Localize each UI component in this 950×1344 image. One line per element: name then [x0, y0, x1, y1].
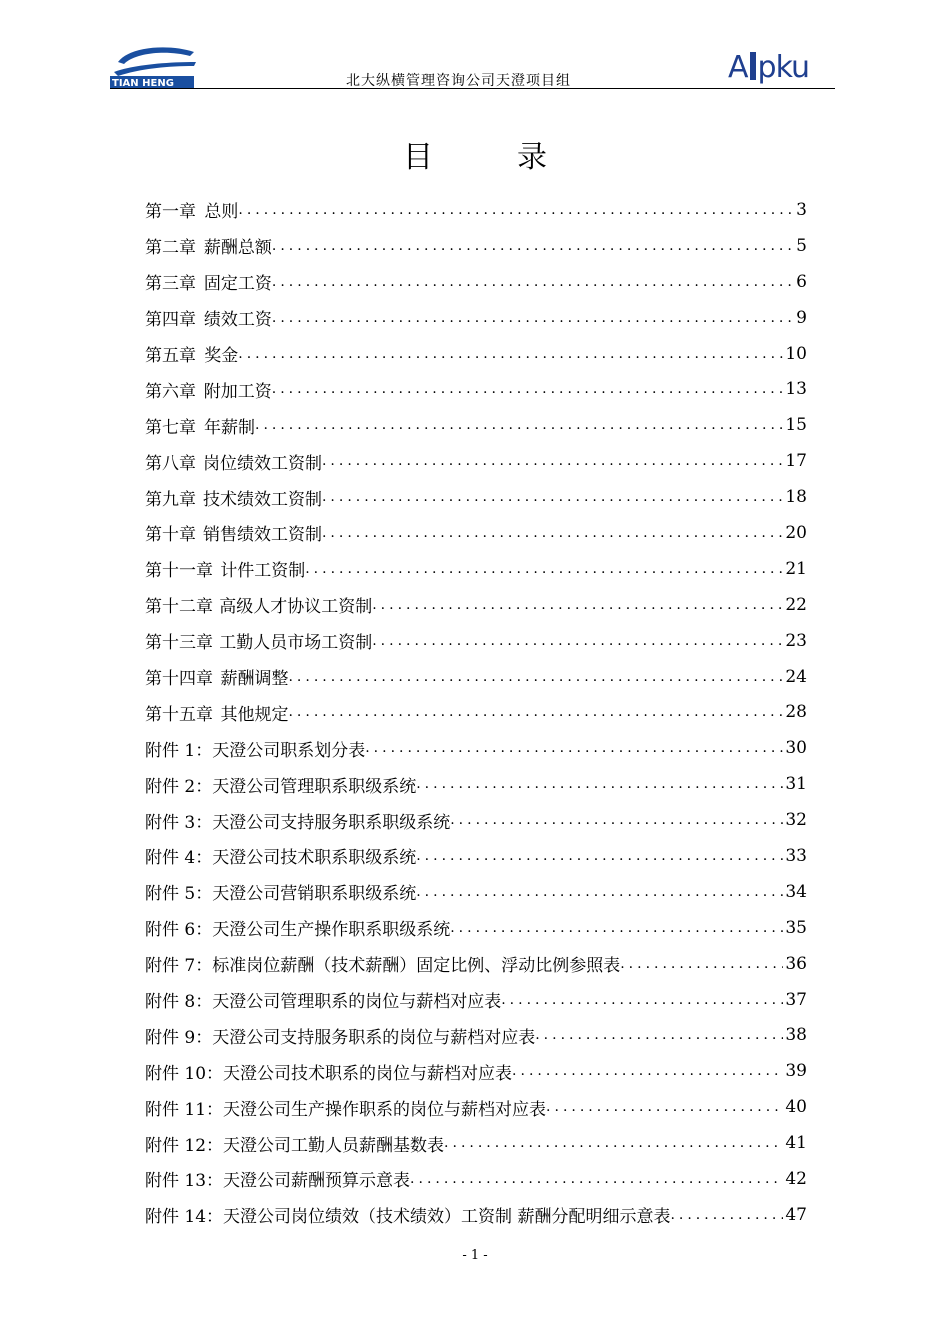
tianheng-logo	[110, 42, 200, 88]
toc-entry-page: 37	[785, 989, 807, 1010]
toc-entry[interactable]	[145, 228, 807, 264]
toc-dot-leader	[272, 274, 794, 290]
toc-dot-leader	[288, 669, 783, 685]
toc-entry[interactable]	[145, 946, 807, 982]
toc-entry-number: 附件 3：	[145, 812, 213, 833]
toc-entry[interactable]	[145, 838, 807, 874]
toc-entry-number: 附件 11：	[145, 1099, 224, 1120]
toc-entry-page: 6	[796, 271, 807, 292]
toc-dot-leader	[322, 453, 783, 469]
toc-dot-leader	[416, 776, 783, 792]
toc-entry-page: 40	[785, 1097, 807, 1118]
toc-entry[interactable]	[145, 192, 807, 228]
toc-entry-page: 33	[785, 845, 807, 866]
toc-entry-page: 10	[785, 343, 807, 364]
toc-entry-number: 第十五章	[145, 704, 213, 725]
alpku-logo: A pku	[728, 50, 810, 85]
toc-entry-number: 第十一章	[145, 561, 213, 582]
toc-entry-label: 计件工资制	[220, 561, 306, 582]
header-title: 北大纵横管理咨询公司天澄项目组	[346, 73, 571, 89]
toc-dot-leader	[416, 884, 783, 900]
toc-entry-number: 第四章	[145, 310, 196, 331]
toc-entry-label: 天澄公司岗位绩效（技术绩效）工资制 薪酬分配明细示意表	[223, 1207, 671, 1228]
toc-entry-number: 附件 5：	[145, 884, 213, 905]
toc-entry-number: 第九章	[145, 489, 196, 510]
toc-entry-page: 47	[785, 1204, 807, 1225]
toc-entry-label: 总则	[204, 202, 239, 223]
toc-entry[interactable]	[145, 694, 807, 730]
toc-entry[interactable]	[145, 1125, 807, 1161]
toc-entry-label: 附加工资	[203, 381, 272, 402]
toc-entry-number: 第二章	[145, 238, 196, 259]
toc-entry[interactable]	[145, 874, 807, 910]
toc-entry-label: 标准岗位薪酬（技术薪酬）固定比例、浮动比例参照表	[212, 956, 621, 977]
toc-entry-label: 技术绩效工资制	[202, 489, 322, 510]
toc-dot-leader	[444, 1135, 783, 1151]
toc-entry[interactable]	[145, 1089, 807, 1125]
toc-entry-page: 18	[785, 487, 807, 508]
toc-entry[interactable]	[145, 551, 807, 587]
toc-dot-leader	[322, 525, 783, 541]
toc-entry[interactable]	[145, 443, 807, 479]
toc-dot-leader	[501, 992, 783, 1008]
toc-entry-label: 天澄公司薪酬预算示意表	[223, 1171, 411, 1192]
toc-dot-leader	[288, 704, 783, 720]
toc-entry-label: 天澄公司管理职系职级系统	[212, 776, 417, 797]
toc-entry-number: 第八章	[145, 453, 196, 474]
toc-entry[interactable]	[145, 730, 807, 766]
toc-entry-page: 38	[785, 1025, 807, 1046]
toc-entry[interactable]	[145, 659, 807, 695]
toc-entry[interactable]	[145, 982, 807, 1018]
toc-entry-page: 23	[785, 630, 807, 651]
toc-entry-label: 天澄公司职系划分表	[212, 740, 366, 761]
toc-dot-leader	[512, 1063, 783, 1079]
toc-entry[interactable]	[145, 1053, 807, 1089]
toc-entry-page: 42	[785, 1168, 807, 1189]
toc-entry[interactable]	[145, 371, 807, 407]
toc-entry-page: 28	[785, 702, 807, 723]
toc-entry-page: 32	[785, 810, 807, 831]
toc-entry-label: 销售绩效工资制	[202, 525, 322, 546]
toc-dot-leader	[255, 417, 783, 433]
toc-entry-page: 9	[796, 307, 807, 328]
toc-dot-leader	[238, 346, 783, 362]
toc-entry-number: 第三章	[145, 274, 196, 295]
toc-entry-label: 天澄公司支持服务职系职级系统	[212, 812, 451, 833]
toc-entry-number: 附件 14：	[145, 1207, 224, 1228]
toc-entry-number: 第十四章	[145, 669, 213, 690]
toc-entry[interactable]	[145, 1017, 807, 1053]
toc-dot-leader	[272, 381, 784, 397]
toc-entry[interactable]	[145, 587, 807, 623]
toc-entry-page: 30	[785, 738, 807, 759]
toc-entry[interactable]	[145, 479, 807, 515]
toc-entry-number: 附件 13：	[145, 1171, 224, 1192]
toc-entry-page: 31	[785, 774, 807, 795]
toc-dot-leader	[620, 956, 783, 972]
toc-entry[interactable]	[145, 264, 807, 300]
header-divider	[110, 88, 835, 89]
toc-entry-page: 41	[785, 1133, 807, 1154]
toc-entry-number: 第五章	[145, 346, 196, 366]
toc-entry-number: 第七章	[145, 417, 196, 438]
toc-entry-number: 附件 9：	[145, 1027, 213, 1048]
toc-entry[interactable]	[145, 300, 807, 336]
toc-entry-number: 附件 6：	[145, 920, 213, 941]
toc-entry-number: 附件 1：	[145, 740, 213, 761]
toc-dot-leader	[238, 202, 794, 218]
toc-entry-label: 天澄公司生产操作职系职级系统	[212, 920, 451, 941]
toc-entry-page: 21	[785, 558, 807, 579]
toc-entry-label: 薪酬调整	[220, 669, 289, 690]
toc-entry-page: 34	[785, 881, 807, 902]
toc-entry-page: 24	[785, 666, 807, 687]
tianheng-logo-text: TIAN HENG	[112, 78, 174, 88]
toc-dot-leader	[272, 238, 794, 254]
toc-entry-page: 22	[785, 594, 807, 615]
toc-entry-page: 3	[796, 199, 807, 220]
toc-entry-label: 年薪制	[204, 417, 255, 438]
toc-dot-leader	[372, 633, 783, 649]
toc-entry-number: 第十章	[145, 525, 196, 546]
toc-entry-label: 岗位绩效工资制	[202, 453, 322, 474]
toc-entry[interactable]	[145, 623, 807, 659]
toc-dot-leader	[372, 597, 783, 613]
toc-entry[interactable]	[145, 1161, 807, 1197]
toc-entry-number: 附件 10：	[145, 1063, 224, 1084]
toc-entry-label: 薪酬总额	[203, 238, 272, 259]
toc-entry[interactable]	[145, 802, 807, 838]
toc-entry-page: 20	[785, 522, 807, 543]
page-header	[110, 40, 835, 90]
toc-entry-label: 天澄公司管理职系的岗位与薪档对应表	[212, 992, 502, 1013]
toc-dot-leader	[546, 1099, 783, 1115]
toc-entry-page: 36	[785, 953, 807, 974]
toc-entry-number: 附件 8：	[145, 992, 213, 1013]
toc-entry-label: 天澄公司工勤人员薪酬基数表	[223, 1135, 445, 1156]
toc-dot-leader	[670, 1207, 783, 1223]
toc-entry-page: 39	[785, 1061, 807, 1082]
toc-entry-label: 其他规定	[220, 704, 289, 725]
toc-entry-page: 35	[785, 917, 807, 938]
toc-entry-page: 5	[796, 235, 807, 256]
toc-entry-label: 天澄公司技术职系的岗位与薪档对应表	[223, 1063, 513, 1084]
toc-entry-number: 第一章	[145, 202, 196, 223]
toc-entry-label: 天澄公司营销职系职级系统	[212, 884, 417, 905]
toc-entry-number: 附件 4：	[145, 848, 213, 869]
toc-dot-leader	[410, 1171, 783, 1187]
toc-entry-label: 天澄公司支持服务职系的岗位与薪档对应表	[212, 1027, 536, 1048]
table-of-contents	[145, 192, 807, 1233]
toc-entry-label: 天澄公司生产操作职系的岗位与薪档对应表	[223, 1099, 547, 1120]
toc-entry-label: 高级人才协议工资制	[219, 597, 373, 618]
toc-title	[0, 132, 950, 176]
toc-entry[interactable]	[145, 766, 807, 802]
toc-title-char-2: 录	[517, 140, 547, 175]
toc-dot-leader	[535, 1027, 783, 1043]
toc-dot-leader	[272, 310, 794, 326]
toc-entry-label: 奖金	[204, 346, 239, 366]
toc-entry[interactable]	[145, 407, 807, 443]
toc-dot-leader	[365, 740, 783, 756]
toc-entry-number: 第十三章	[145, 633, 213, 654]
toc-entry[interactable]	[145, 910, 807, 946]
toc-entry-number: 附件 12：	[145, 1135, 224, 1156]
toc-entry-page: 15	[785, 415, 807, 436]
toc-entry-page: 13	[785, 379, 807, 400]
toc-dot-leader	[305, 561, 783, 577]
toc-entry[interactable]	[145, 1197, 807, 1233]
toc-entry-label: 天澄公司技术职系职级系统	[212, 848, 417, 869]
toc-dot-leader	[450, 920, 783, 936]
toc-entry-page: 17	[785, 451, 807, 472]
toc-entry-number: 第十二章	[145, 597, 213, 618]
toc-dot-leader	[450, 812, 783, 828]
toc-entry-number: 附件 7：	[145, 956, 213, 977]
page-number: - 1 -	[462, 1248, 488, 1263]
toc-entry-number: 第六章	[145, 381, 196, 402]
toc-entry-label: 绩效工资	[203, 310, 272, 331]
toc-entry-label: 固定工资	[203, 274, 272, 295]
toc-dot-leader	[416, 848, 783, 864]
toc-title-char-1: 目	[403, 140, 433, 175]
toc-entry-label: 工勤人员市场工资制	[219, 633, 373, 654]
toc-entry-number: 附件 2：	[145, 776, 213, 797]
toc-entry[interactable]	[145, 336, 807, 372]
toc-dot-leader	[322, 489, 783, 505]
toc-entry[interactable]	[145, 515, 807, 551]
